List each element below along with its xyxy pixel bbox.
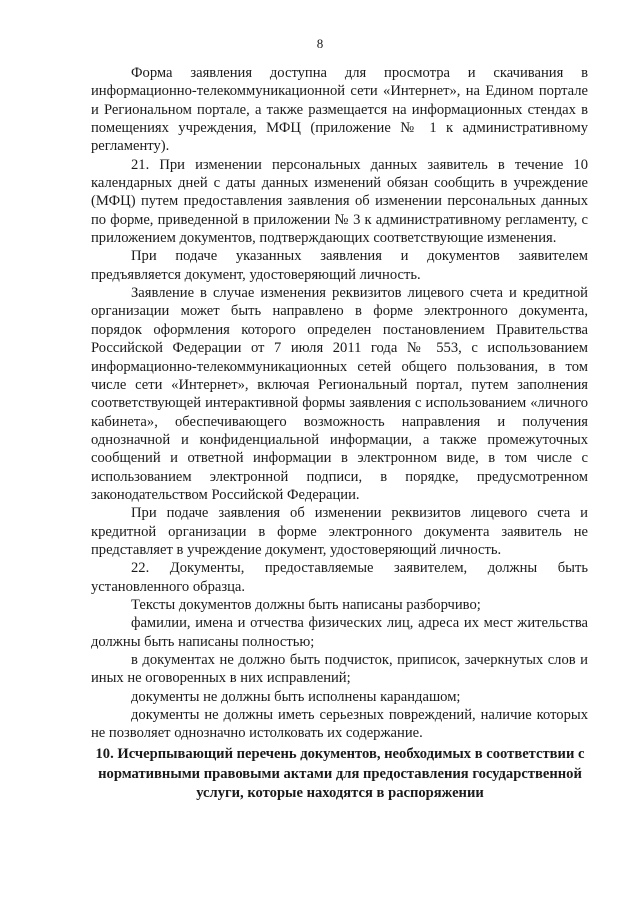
paragraph-electronic-application: Заявление в случае изменения реквизитов лицевого счета и кредитной организации может быть направлено в форме электронного документа, порядок оформления которого определен постановлением Правительства Российской Федерации от 7 июля 2011 года № 553, с использованием информационно-телекоммуникационных сетей общего пользования, в том числе сети «Интернет», включая Региональный портал, путем заполнения соответствующей интерактивной формы заявления с использованием «личного кабинета», обеспечивающего возможность направления и получения однозначной и конфиденциальной информации, а также промежуточных сообщений и ответной информации в электронном виде, в том числе с использованием электронной подписи, в порядке, предусмотренном законодательством Российской Федерации. [91, 285, 588, 503]
paragraph-22-documents: 22. Документы, предоставляемые заявителем, должны быть установленного образца. [91, 560, 588, 595]
paragraph-electronic-no-identity: При подаче заявления об изменении реквизитов лицевого счета и кредитной организации в форме электронного документа заявитель не представляет в учреждение документ, удостоверяющий личность. [91, 505, 588, 558]
paragraph-form-availability: Форма заявления доступна для просмотра и скачивания в информационно-телекоммуникационной сети «Интернет», на Едином портале и Региональном портале, а также размещается на информационных стендах в помещениях учреждения, МФЦ (приложение № 1 к административному регламенту). [91, 65, 588, 155]
section-heading: 10. Исчерпывающий перечень документов, необходимых в соответствии с нормативными правовыми актами для предоставления государственной услуги, которые находятся в распоряжении [95, 746, 585, 801]
paragraph-identity-document: При подаче указанных заявления и документов заявителем предъявляется документ, удостоверяющий личность. [91, 248, 588, 283]
paragraph-no-damage: документы не должны иметь серьезных повреждений, наличие которых не позволяет однозначно истолковать их содержание. [91, 707, 588, 742]
paragraph-21-personal-data: 21. При изменении персональных данных заявитель в течение 10 календарных дней с даты данных изменений обязан сообщить в учреждение (МФЦ) путем предоставления заявления об изменении персональных данных по форме, приведенной в приложении № 3 к административному регламенту, с приложением документов, подтверждающих соответствующие изменения. [91, 156, 588, 247]
paragraph-legible: Тексты документов должны быть написаны разборчиво; [131, 596, 481, 613]
page-number: 8 [316, 36, 324, 51]
body-text [91, 64, 588, 743]
paragraph-full-names: фамилии, имена и отчества физических лиц, адреса их мест жительства должны быть написаны полностью; [91, 615, 588, 650]
paragraph-no-corrections: в документах не должно быть подчисток, приписок, зачеркнутых слов и иных не оговоренных в них исправлений; [91, 652, 588, 687]
paragraph-no-pencil: документы не должны быть исполнены карандашом; [131, 688, 461, 705]
